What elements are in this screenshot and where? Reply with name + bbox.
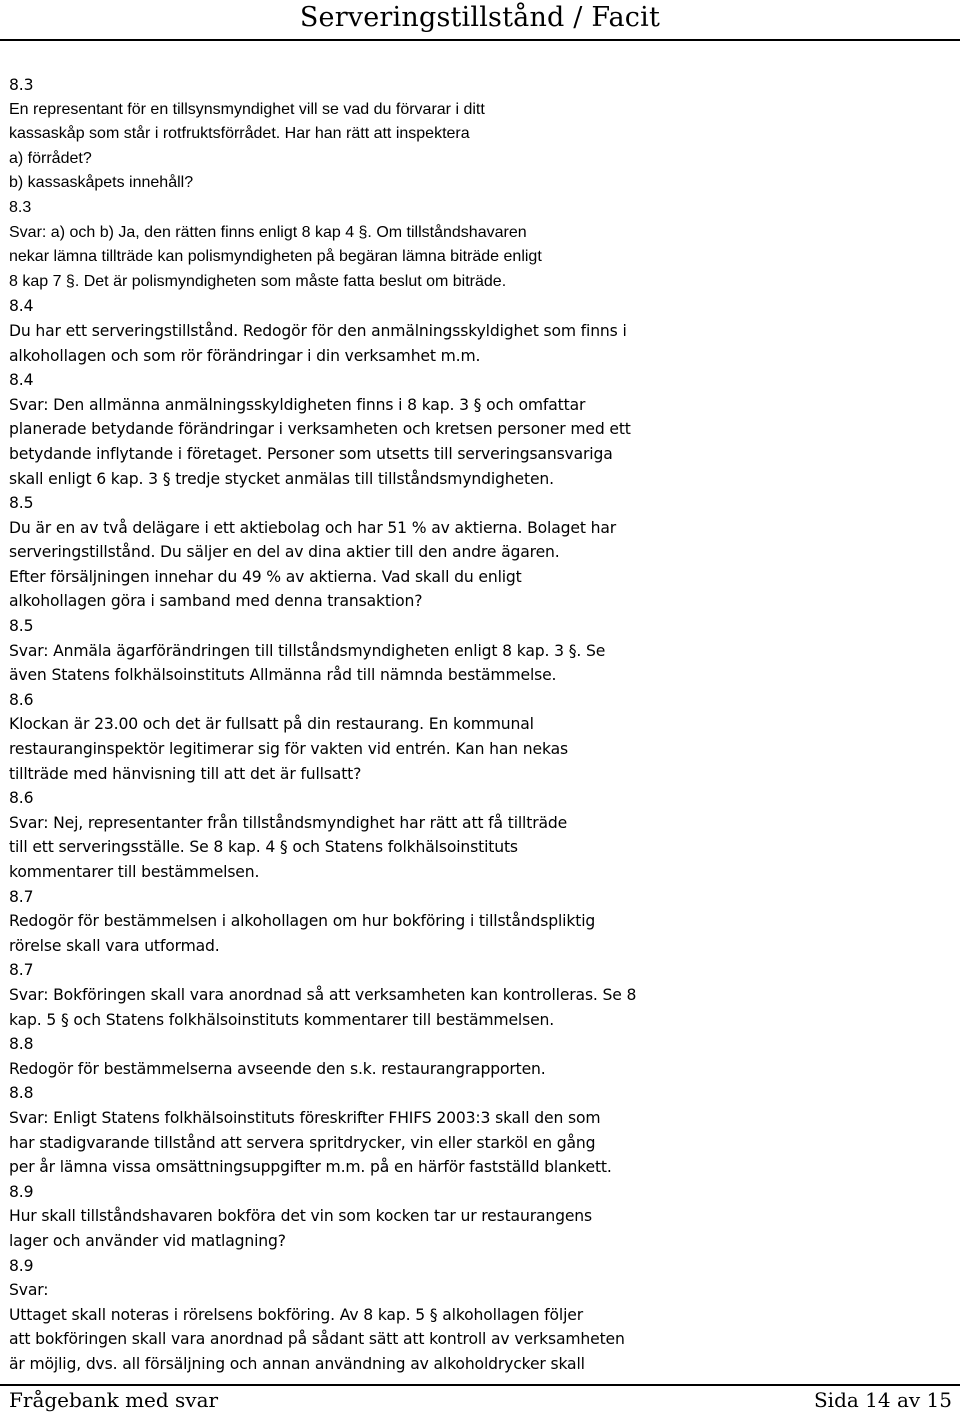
text-line: planerade betydande förändringar i verksamheten och kretsen personer med ett: [9, 420, 631, 439]
text-line: Svar: a) och b) Ja, den rätten finns enligt 8 kap 4 §. Om tillståndshavaren: [9, 223, 527, 241]
text-line: 8.4: [9, 371, 34, 390]
text-line: kassaskåp som står i rotfruktsförrådet. Har han rätt att inspektera: [9, 125, 470, 143]
text-line: 8 kap 7 §. Det är polismyndigheten som måste fatta beslut om biträde.: [9, 272, 507, 290]
text-line: b) kassaskåpets innehåll?: [9, 174, 194, 192]
text-line: betydande inflytande i företaget. Personer som utsetts till serveringsansvariga: [9, 444, 613, 463]
text-line: 8.6: [9, 789, 34, 808]
text-line: Du är en av två delägare i ett aktiebolag och har 51 % av aktierna. Bolaget har: [9, 518, 617, 537]
text-line: Svar: Anmäla ägarförändringen till tillståndsmyndigheten enligt 8 kap. 3 §. Se: [9, 641, 606, 660]
text-line: tillträde med hänvisning till att det är fullsatt?: [9, 764, 362, 783]
text-line: nekar lämna tillträde kan polismyndigheten på begäran lämna biträde enligt: [9, 248, 542, 266]
text-line: rörelse skall vara utformad.: [9, 936, 220, 955]
text-line: även Statens folkhälsoinstituts Allmänna råd till nämnda bestämmelse.: [9, 666, 557, 685]
text-line: Svar: Den allmänna anmälningsskyldigheten finns i 8 kap. 3 § och omfattar: [9, 395, 586, 414]
page-footer: [0, 1384, 960, 1415]
text-line: 8.3: [9, 198, 32, 216]
text-line: 8.7: [9, 961, 34, 980]
text-line: Svar: Bokföringen skall vara anordnad så att verksamheten kan kontrolleras. Se 8: [9, 985, 637, 1004]
text-line: har stadigvarande tillstånd att servera spritdrycker, vin eller starköl en gång: [9, 1133, 596, 1152]
document-body: [9, 73, 954, 1376]
text-line: Du har ett serveringstillstånd. Redogör för den anmälningsskyldighet som finns i: [9, 321, 627, 340]
text-line: 8.3: [9, 76, 34, 94]
page-header: [0, 0, 960, 40]
text-line: att bokföringen skall vara anordnad på sådant sätt att kontroll av verksamheten: [9, 1330, 625, 1349]
text-line: Uttaget skall noteras i rörelsens bokföring. Av 8 kap. 5 § alkohollagen följer: [9, 1305, 583, 1324]
header-title: Serveringstillstånd / Facit: [299, 2, 660, 33]
text-line: kap. 5 § och Statens folkhälsoinstituts kommentarer till bestämmelsen.: [9, 1010, 555, 1029]
text-line: restauranginspektör legitimerar sig för vakten vid entrén. Kan han nekas: [9, 740, 568, 759]
text-line: Svar: Nej, representanter från tillståndsmyndighet har rätt att få tillträde: [9, 813, 568, 832]
text-line: Efter försäljningen innehar du 49 % av aktierna. Vad skall du enligt: [9, 567, 522, 586]
text-line: 8.9: [9, 1182, 34, 1201]
page-number: Sida 14 av 15: [813, 1388, 952, 1412]
text-line: 8.9: [9, 1256, 34, 1275]
text-line: 8.5: [9, 494, 34, 513]
text-line: per år lämna vissa omsättningsuppgifter m.m. på en härför fastställd blankett.: [9, 1158, 612, 1177]
text-line: 8.8: [9, 1035, 34, 1054]
text-line: till ett serveringsställe. Se 8 kap. 4 § och Statens folkhälsoinstituts: [9, 838, 518, 857]
text-line: serveringstillstånd. Du säljer en del av dina aktier till den andre ägaren.: [9, 543, 560, 562]
footer-document-title: Frågebank med svar: [9, 1388, 219, 1412]
text-line: a) förrådet?: [9, 149, 92, 167]
text-line: lager och använder vid matlagning?: [9, 1231, 286, 1250]
text-line: 8.8: [9, 1084, 34, 1103]
text-line: Svar:: [9, 1281, 49, 1300]
footer-divider: [0, 1384, 960, 1386]
text-line: Klockan är 23.00 och det är fullsatt på din restaurang. En kommunal: [9, 715, 534, 734]
text-line: Redogör för bestämmelserna avseende den s.k. restaurangrapporten.: [9, 1059, 546, 1078]
text-line: En representant för en tillsynsmyndighet vill se vad du förvarar i ditt: [9, 100, 485, 118]
text-line: 8.4: [9, 297, 34, 316]
text-line: Hur skall tillståndshavaren bokföra det vin som kocken tar ur restaurangens: [9, 1207, 592, 1226]
text-line: 8.5: [9, 617, 34, 636]
text-line: 8.6: [9, 690, 34, 709]
text-line: är möjlig, dvs. all försäljning och annan användning av alkoholdrycker skall: [9, 1354, 585, 1373]
text-line: Svar: Enligt Statens folkhälsoinstituts föreskrifter FHIFS 2003:3 skall den som: [9, 1108, 601, 1127]
header-divider: [0, 39, 960, 41]
text-line: 8.7: [9, 887, 34, 906]
text-line: kommentarer till bestämmelsen.: [9, 863, 260, 881]
text-line: alkohollagen och som rör förändringar i din verksamhet m.m.: [9, 346, 481, 365]
text-line: Redogör för bestämmelsen i alkohollagen om hur bokföring i tillståndspliktig: [9, 912, 596, 931]
text-line: alkohollagen göra i samband med denna transaktion?: [9, 592, 423, 611]
text-line: skall enligt 6 kap. 3 § tredje stycket anmälas till tillståndsmyndigheten.: [9, 469, 554, 488]
